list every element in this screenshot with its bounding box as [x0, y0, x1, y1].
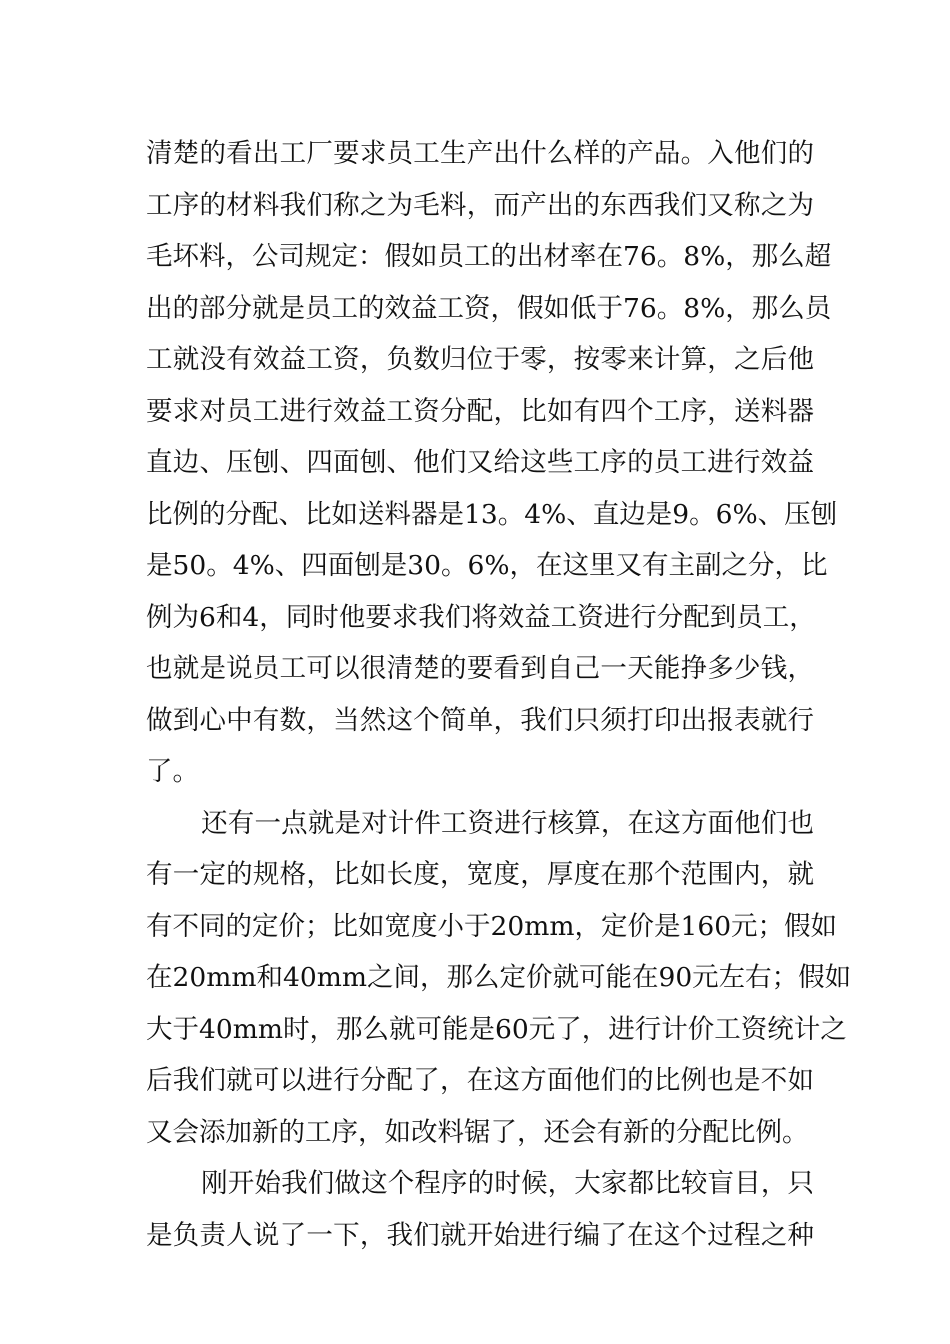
text-line: 了。 [146, 756, 199, 787]
text-line: 比例的分配、比如送料器是13。4%、直边是9。6%、压刨 [146, 498, 838, 530]
text-line: 又会添加新的工序，如改料锯了，还会有新的分配比例。 [146, 1116, 809, 1148]
text-line: 做到心中有数，当然这个简单，我们只须打印出报表就行 [146, 704, 814, 736]
text-line: 在20mm和40mm之间，那么定价就可能在90元左右；假如 [146, 962, 852, 993]
text-line: 有一定的规格，比如长度，宽度，厚度在那个范围内，就 [146, 859, 814, 890]
paragraph-first-line [146, 1158, 814, 1210]
text-line: 大于40mm时，那么就可能是60元了，进行计价工资统计之 [146, 1013, 847, 1045]
text-line: 刚开始我们做这个程序的时候，大家都比较盲目，只 [201, 1168, 814, 1199]
text-line: 还有一点就是对计件工资进行核算，在这方面他们也 [201, 807, 814, 839]
paragraph-first-line [146, 798, 814, 850]
text-line: 要求对员工进行效益工资分配，比如有四个工序，送料器 [146, 395, 814, 427]
text-line: 工就没有效益工资，负数归位于零，按零来计算，之后他 [146, 344, 814, 375]
text-line: 是负责人说了一下，我们就开始进行编了在这个过程之种 [146, 1219, 814, 1251]
text-line: 清楚的看出工厂要求员工生产出什么样的产品。入他们的 [146, 138, 814, 169]
text-line: 例为6和4，同时他要求我们将效益工资进行分配到员工， [146, 601, 816, 633]
text-line: 是50。4%、四面刨是30。6%，在这里又有主副之分，比 [146, 550, 828, 581]
body-text [146, 128, 852, 1261]
text-line: 直边、压刨、四面刨、他们又给这些工序的员工进行效益 [146, 447, 814, 478]
text-line: 也就是说员工可以很清楚的要看到自己一天能挣多少钱， [146, 653, 814, 684]
text-line: 有不同的定价；比如宽度小于20mm，定价是160元；假如 [146, 910, 838, 942]
text-line: 后我们就可以进行分配了，在这方面他们的比例也是不如 [146, 1065, 814, 1096]
text-line: 出的部分就是员工的效益工资，假如低于76。8%，那么员 [146, 292, 832, 324]
text-line: 毛坏料，公司规定：假如员工的出材率在76。8%，那么超 [146, 241, 832, 272]
text-line: 工序的材料我们称之为毛料，而产出的东西我们又称之为 [146, 189, 814, 221]
